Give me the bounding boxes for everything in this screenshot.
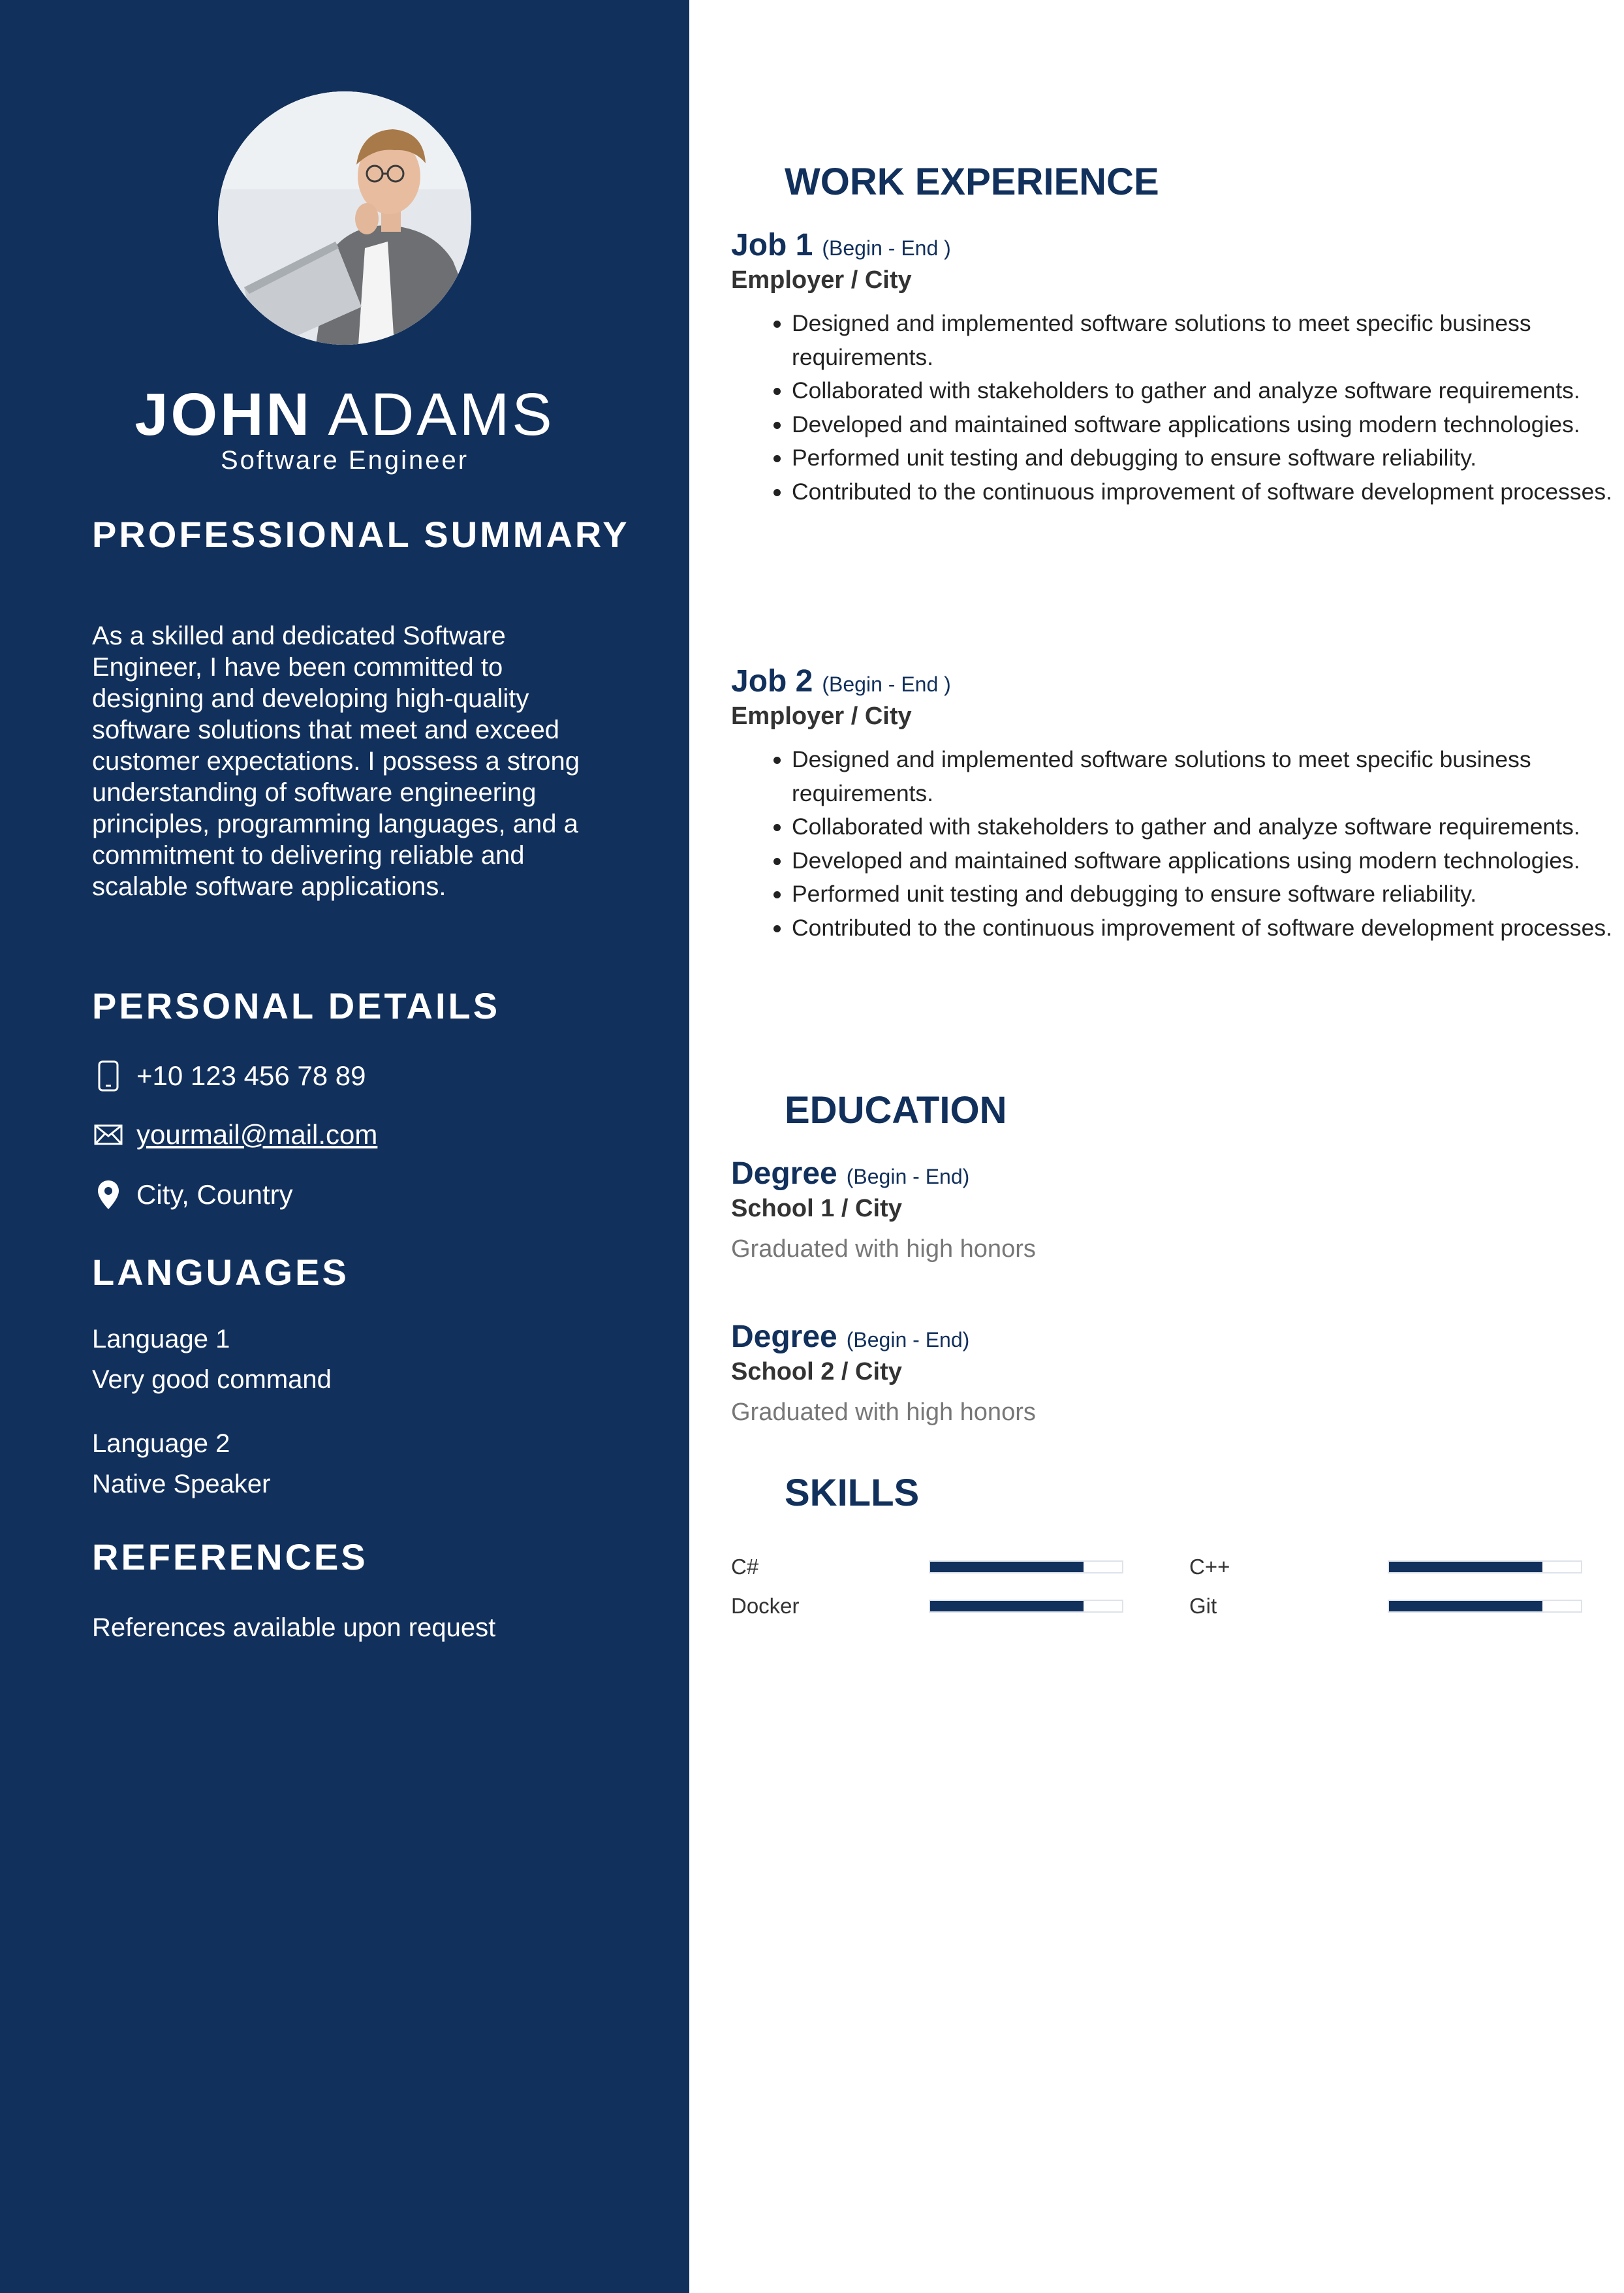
- skill-bar: [1388, 1560, 1582, 1573]
- skill-name: C++: [1189, 1555, 1230, 1579]
- references-text: References available upon request: [92, 1613, 496, 1642]
- job-dates: (Begin - End ): [822, 236, 951, 260]
- email-link[interactable]: yourmail@mail.com: [136, 1119, 378, 1150]
- list-item: • Designed and implemented software solutions to meet specific business requirements.: [792, 743, 1624, 810]
- phone-icon: [92, 1060, 125, 1092]
- degree-dates: (Begin - End): [846, 1328, 970, 1352]
- skill-bar: [929, 1560, 1123, 1573]
- phone-number: +10 123 456 78 89: [136, 1060, 366, 1091]
- skill-name: Git: [1189, 1594, 1217, 1618]
- full-name: [0, 379, 689, 451]
- work-experience-heading: WORK EXPERIENCE: [785, 161, 1159, 203]
- school-name: School 1 / City: [731, 1195, 902, 1222]
- job-role: Software Engineer: [220, 446, 469, 475]
- location-row: [92, 1175, 293, 1214]
- first-name: JOHN: [134, 381, 312, 448]
- list-item: • Developed and maintained software applications using modern technologies.: [792, 844, 1624, 878]
- job-duties-list: [731, 743, 1624, 945]
- school-name: School 2 / City: [731, 1358, 902, 1385]
- list-item: • Performed unit testing and debugging to ensure software reliability.: [792, 441, 1624, 475]
- job-employer: Employer / City: [731, 266, 912, 294]
- summary-heading: PROFESSIONAL SUMMARY: [92, 514, 630, 555]
- skill-bar-fill: [1389, 1562, 1542, 1572]
- degree-dates: (Begin - End): [846, 1165, 970, 1188]
- skill-bar-fill: [930, 1601, 1084, 1611]
- degree-note: Graduated with high honors: [731, 1235, 1036, 1263]
- degree-title: Degree: [731, 1156, 837, 1191]
- list-item: • Collaborated with stakeholders to gather and analyze software requirements.: [792, 374, 1624, 408]
- location-pin-icon: [92, 1178, 125, 1211]
- language-name: Language 2: [92, 1429, 230, 1458]
- mail-icon: [92, 1118, 125, 1151]
- skill-bar: [1388, 1600, 1582, 1613]
- job-duties-list: [731, 307, 1624, 509]
- references-heading: REFERENCES: [92, 1536, 368, 1577]
- list-item: • Collaborated with stakeholders to gather and analyze software requirements.: [792, 810, 1624, 844]
- job-title: Job 1: [731, 228, 813, 262]
- skill-bar-fill: [1389, 1601, 1542, 1611]
- skill-name: Docker: [731, 1594, 800, 1618]
- language-level: Native Speaker: [92, 1470, 271, 1498]
- location-text: City, Country: [136, 1179, 293, 1210]
- phone-row: [92, 1056, 366, 1096]
- languages-heading: LANGUAGES: [92, 1252, 349, 1293]
- list-item: • Contributed to the continuous improvement of software development processes.: [792, 911, 1624, 945]
- personal-details-heading: PERSONAL DETAILS: [92, 985, 501, 1026]
- last-name: ADAMS: [328, 381, 555, 448]
- skill-name: C#: [731, 1555, 759, 1579]
- language-name: Language 1: [92, 1325, 230, 1353]
- list-item: • Designed and implemented software solutions to meet specific business requirements.: [792, 307, 1624, 374]
- education-heading: EDUCATION: [785, 1089, 1007, 1131]
- job-employer: Employer / City: [731, 703, 912, 730]
- list-item: • Performed unit testing and debugging to ensure software reliability.: [792, 878, 1624, 911]
- language-level: Very good command: [92, 1365, 332, 1394]
- job-title: Job 2: [731, 664, 813, 699]
- skill-bar-fill: [930, 1562, 1084, 1572]
- profile-photo: [218, 91, 471, 345]
- skill-bar: [929, 1600, 1123, 1613]
- sidebar: [0, 0, 689, 2293]
- degree-title: Degree: [731, 1320, 837, 1354]
- skills-heading: SKILLS: [785, 1472, 920, 1514]
- summary-text: As a skilled and dedicated Software Engineer, I have been committed to designing and developing high-quality software solutions that meet and exceed customer expectations. I possess a strong understanding of software engineering principles, programming languages, and a commitment to delivering reliable and scalable software applications.: [92, 622, 580, 901]
- degree-note: Graduated with high honors: [731, 1399, 1036, 1426]
- job-dates: (Begin - End ): [822, 672, 951, 696]
- email-row: [92, 1115, 377, 1154]
- list-item: • Developed and maintained software applications using modern technologies.: [792, 408, 1624, 442]
- avatar: [218, 91, 471, 345]
- list-item: • Contributed to the continuous improvement of software development processes.: [792, 475, 1624, 509]
